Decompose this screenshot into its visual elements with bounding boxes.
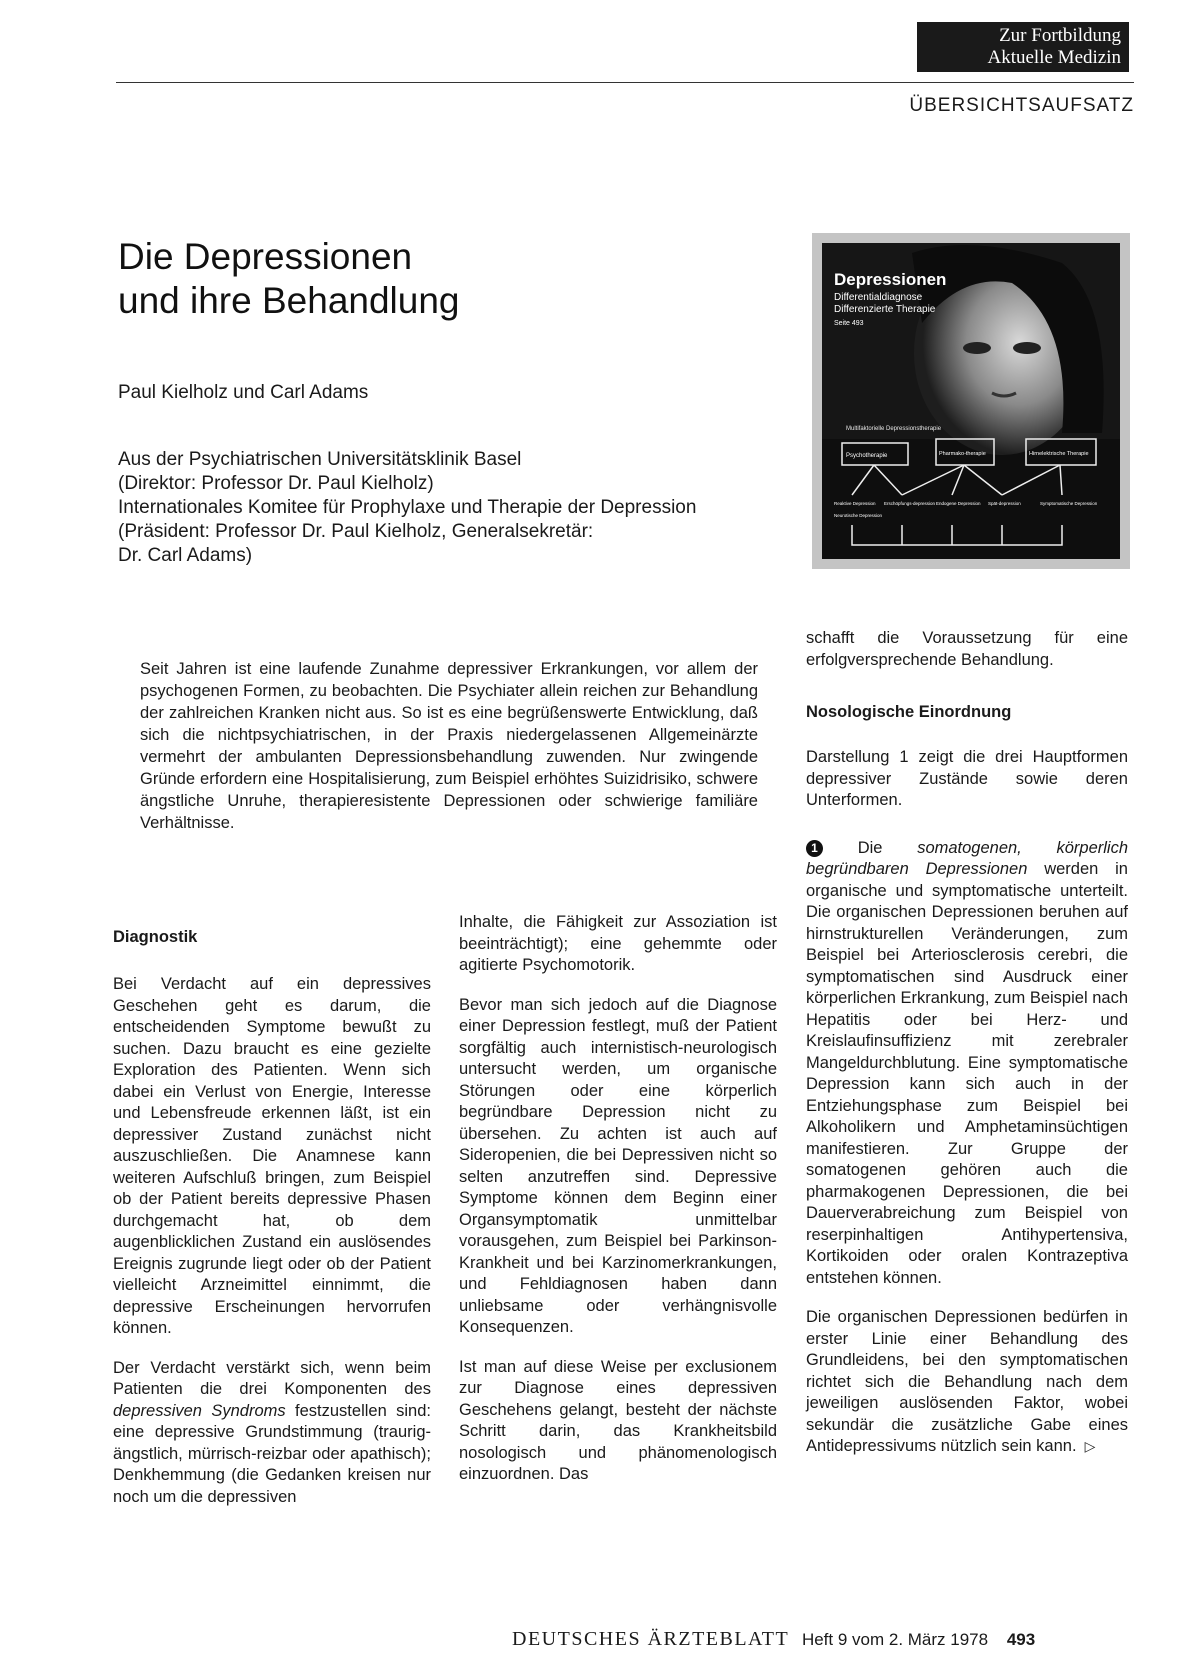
affiliation-line: (Präsident: Professor Dr. Paul Kielholz, Generalsekretär: bbox=[118, 521, 594, 542]
section-label bbox=[917, 22, 1129, 72]
cover-diagram-bottom-label: Symptomatische Depression bbox=[1040, 501, 1098, 506]
paragraph bbox=[806, 838, 1128, 1290]
paragraph bbox=[113, 1358, 431, 1509]
paragraph bbox=[806, 1307, 1128, 1458]
continue-arrow-icon: ▷ bbox=[1084, 1438, 1096, 1454]
cover-diagram-bottom-label: Erschöpfungs-depression bbox=[884, 501, 936, 506]
cover-diagram-bottom-extra: Neurotische Depression bbox=[834, 513, 883, 518]
article-type: ÜBERSICHTSAUFSATZ bbox=[909, 95, 1134, 116]
paragraph: Bei Verdacht auf ein depressives Geschehen geht es darum, die entscheidenden Symptome bewußt zu suchen. Dazu braucht es eine gezielte Exploration des Patienten. Wenn sich dabei ein Verlust von Energie, Interesse und Lebensfreude erkennen läßt, ist ein depressiver Zustand zunächst nicht auszuschließen. Die Anamnese kann weiteren Aufschluß bringen, zum Beispiel ob der Patient bereits depressive Phasen durchgemacht hat, ob dem augenblicklichen Zustand ein auslösendes Ereignis zugrunde liegt oder ob der Patient vielleicht Arzneimittel einnimmt, die depressive Erscheinungen hervorrufen können. bbox=[113, 975, 431, 1337]
text-run: Die bbox=[823, 838, 918, 857]
paragraph: Ist man auf diese Weise per exclusionem zur Diagnose eines depressiven Geschehens gelangt, besteht der nächste Schritt darin, das Krankheitsbild nosologisch und phänomenologisch einzuordnen. Das bbox=[459, 1357, 777, 1483]
cover-diagram-bottom-label: Endogene Depression bbox=[936, 501, 981, 506]
title-line1: Die Depressionen bbox=[118, 236, 413, 277]
affiliation-line: (Direktor: Professor Dr. Paul Kielholz) bbox=[118, 473, 434, 494]
cover-diagram-heading: Multifaktorielle Depressionstherapie bbox=[846, 426, 942, 432]
text-run: Der Verdacht verstärkt sich, wenn beim Patienten die drei Komponenten des bbox=[113, 1358, 431, 1398]
affiliation-line: Aus der Psychiatrischen Universitätsklinik Basel bbox=[118, 449, 522, 470]
text-column-3 bbox=[806, 628, 1128, 1476]
header-rule bbox=[116, 82, 1134, 83]
section-heading-diagnostik: Diagnostik bbox=[113, 928, 198, 946]
issue-info: Heft 9 vom 2. März 1978 bbox=[801, 1630, 989, 1649]
cover-subtitle-1: Differentialdiagnose bbox=[834, 292, 923, 303]
authors: Paul Kielholz und Carl Adams bbox=[118, 382, 369, 403]
emphasis: depressiven Syndroms bbox=[113, 1401, 286, 1420]
page-number: 493 bbox=[1006, 1630, 1036, 1649]
cover-diagram-bottom-label: Reaktive Depression bbox=[834, 501, 876, 506]
section-label-line1: Zur Fortbildung bbox=[999, 25, 1121, 46]
paragraph: schafft die Voraussetzung für eine erfolgversprechende Behandlung. bbox=[806, 629, 1128, 669]
cover-diagram-box-label: Pharmako-therapie bbox=[939, 451, 986, 457]
cover-illustration bbox=[812, 233, 1130, 569]
affiliation-line: Dr. Carl Adams) bbox=[118, 545, 253, 566]
cover-diagram-box-label: Psychotherapie bbox=[846, 453, 888, 459]
page-footer bbox=[512, 1628, 1035, 1651]
cover-title: Depressionen bbox=[834, 270, 947, 289]
affiliation-line: Internationales Komitee für Prophylaxe und Therapie der Depression bbox=[118, 497, 697, 518]
cover-subtitle-2: Differenzierte Therapie bbox=[834, 304, 936, 315]
cover-page-ref: Seite 493 bbox=[834, 320, 864, 327]
text-column-1 bbox=[113, 926, 431, 1526]
article-title bbox=[118, 235, 460, 323]
numbered-marker-icon: 1 bbox=[806, 840, 823, 857]
section-heading-nosologie: Nosologische Einordnung bbox=[806, 703, 1012, 721]
emphasis: somatogenen, körperlich begründbaren Depressionen bbox=[806, 838, 1128, 878]
text-run: werden in organische und symptomatische unterteilt. Die organischen Depressionen beruhen auf hirnstrukturellen Veränderungen, zum Beispiel bei Arteriosclerosis cerebri, die symptomatischen sind Ausdruck einer körperlichen Erkrankung, zum Beispiel nach Hepatitis oder bei Herz- und Kreislaufinsuffizienz mit zerebraler Mangeldurchblutung. Eine symptomatische Depression kann sich auch in der Entziehungsphase zum Beispiel bei Alkoholikern und Amphetaminsüchtigen manifestieren. Zur Gruppe der somatogenen gehören auch die pharmakogenen Depressionen, die bei Dauerverabreichung zum Beispiel von reserpinhaltigen Antihypertensiva, Kortikoiden oder oralen Kontrazeptiva entstehen können. bbox=[806, 860, 1128, 1287]
title-line2: und ihre Behandlung bbox=[118, 280, 460, 321]
affiliation bbox=[118, 448, 696, 568]
text-run: Die organischen Depressionen bedürfen in erster Linie einer Behandlung des Grundleidens, bei den symptomatischen richtet sich die Behandlung nach dem jeweiligen auslösenden Faktor, wobei sekundär die zusätzliche Gabe eines Antidepressivums nützlich sein kann. bbox=[806, 1308, 1128, 1455]
section-label-line2: Aktuelle Medizin bbox=[987, 47, 1121, 68]
text-run: festzustellen sind: eine depressive Grundstimmung (traurig-ängstlich, mürrisch-reizbar oder apathisch); Denkhemmung (die Gedanken kreisen nur noch um die depressiven bbox=[113, 1401, 431, 1506]
abstract: Seit Jahren ist eine laufende Zunahme depressiver Erkrankungen, vor allem der psychogenen Formen, zu beobachten. Die Psychiater allein reichen zur Behandlung der zahlreichen Kranken nicht aus. So ist es eine begrüßenswerte Entwicklung, daß sich die nichtpsychiatrischen, in der Praxis niedergelassenen Allgemeinärzte vermehrt der ambulanten Depressionsbehandlung zuwenden. Nur zwingende Gründe erfordern eine Hospitalisierung, zum Beispiel erhöhtes Suizidrisiko, schwere ängstliche Unruhe, therapieresistente Depressionen oder schwierige familiäre Verhältnisse. bbox=[140, 660, 758, 832]
paragraph: Darstellung 1 zeigt die drei Hauptformen depressiver Zustände sowie deren Unterformen. bbox=[806, 748, 1128, 809]
journal-name: DEUTSCHES ÄRZTEBLATT bbox=[512, 1628, 790, 1650]
paragraph: Inhalte, die Fähigkeit zur Assoziation ist beeinträchtigt); eine gehemmte oder agitierte Psychomotorik. bbox=[459, 913, 777, 974]
cover-image bbox=[812, 233, 1130, 569]
text-column-2 bbox=[459, 912, 777, 1504]
cover-diagram-box-label: Hirnelektrische Therapie bbox=[1029, 451, 1089, 457]
paragraph: Bevor man sich jedoch auf die Diagnose einer Depression festlegt, muß der Patient sorgfältig auch internistisch-neurologisch untersucht werden, um organische Störungen oder eine körperlich begründbare Depression nicht zu übersehen. Zu achten ist auch auf Sideropenien, die bei Depressiven nicht so selten anzutreffen sind. Depressive Symptome können dem Beginn einer Organsymptomatik unmittelbar vorausgehen, zum Beispiel bei Parkinson-Krankheit und bei Karzinomerkrankungen, und Fehldiagnosen haben dann unliebsame oder verhängnisvolle Konsequenzen. bbox=[459, 995, 777, 1336]
cover-diagram-bottom-label: Spät-depression bbox=[988, 501, 1021, 506]
